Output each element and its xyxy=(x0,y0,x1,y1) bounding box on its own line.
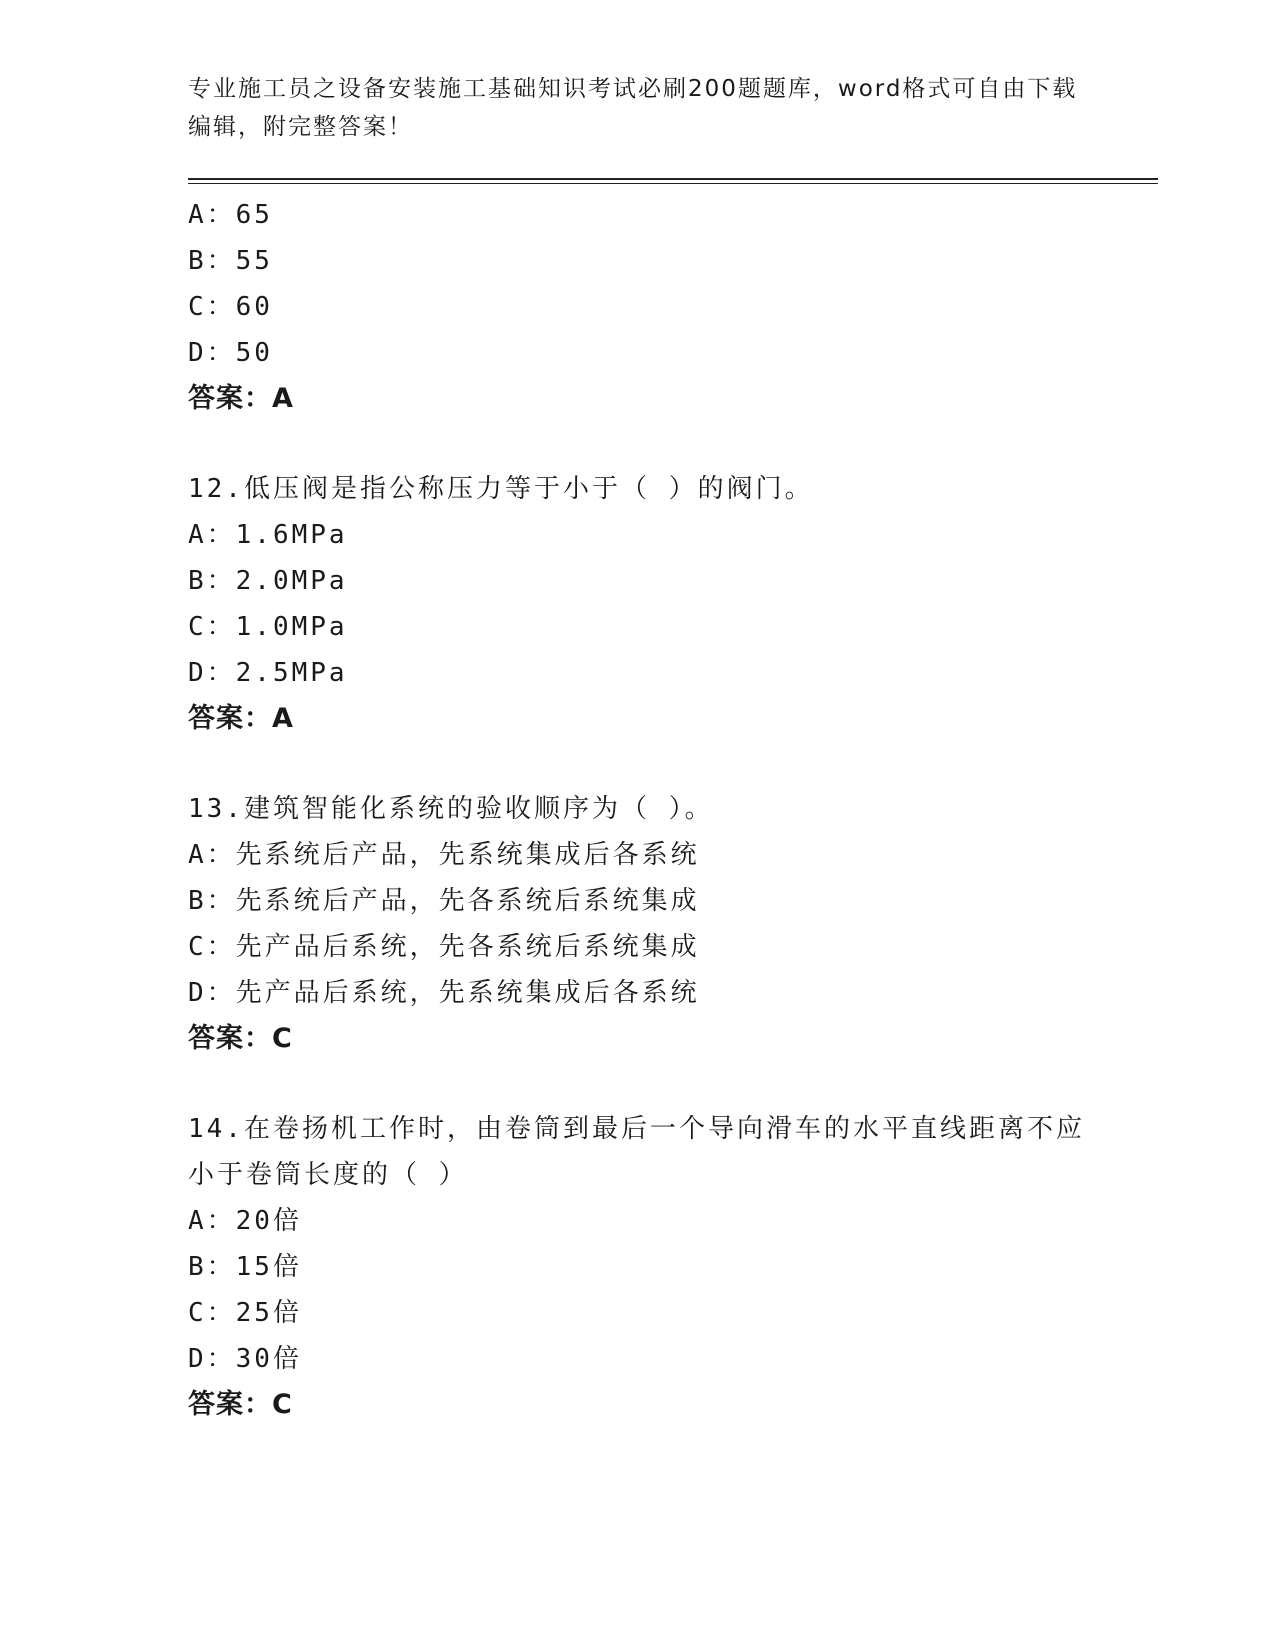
option-d: D：50 xyxy=(188,338,273,368)
answer: 答案：C xyxy=(188,1389,293,1420)
option-b: B：2.0MPa xyxy=(188,566,348,596)
question-13 xyxy=(188,786,1158,1062)
question-text: 12.低压阀是指公称压力等于小于（ ）的阀门。 xyxy=(188,474,814,504)
question-12 xyxy=(188,466,1158,742)
option-d: D：先产品后系统，先系统集成后各系统 xyxy=(188,978,700,1008)
option-a: A：1.6MPa xyxy=(188,520,348,550)
option-c: C：1.0MPa xyxy=(188,612,348,642)
option-d: D：30倍 xyxy=(188,1344,302,1374)
document-page xyxy=(188,70,1158,1428)
question-text: 14.在卷扬机工作时，由卷筒到最后一个导向滑车的水平直线距离不应小于卷筒长度的（ ） xyxy=(188,1114,1085,1190)
option-b: B：55 xyxy=(188,246,273,276)
answer: 答案：A xyxy=(188,703,294,734)
question-text: 13.建筑智能化系统的验收顺序为（ ）。 xyxy=(188,794,714,824)
answer: 答案：C xyxy=(188,1023,293,1054)
option-d: D：2.5MPa xyxy=(188,658,348,688)
document-header: 专业施工员之设备安装施工基础知识考试必刷200题题库，word格式可自由下载编辑，附完整答案！ xyxy=(188,76,1078,140)
option-a: A：65 xyxy=(188,200,273,230)
question-14 xyxy=(188,1106,1158,1428)
answer: 答案：A xyxy=(188,383,294,414)
option-b: B：先系统后产品，先各系统后系统集成 xyxy=(188,886,700,916)
option-a: A：先系统后产品，先系统集成后各系统 xyxy=(188,840,700,870)
option-c: C：25倍 xyxy=(188,1298,302,1328)
header-divider xyxy=(188,178,1158,184)
option-a: A：20倍 xyxy=(188,1206,302,1236)
option-b: B：15倍 xyxy=(188,1252,302,1282)
option-c: C：先产品后系统，先各系统后系统集成 xyxy=(188,932,700,962)
option-c: C：60 xyxy=(188,292,273,322)
question-11-continued xyxy=(188,192,1158,422)
